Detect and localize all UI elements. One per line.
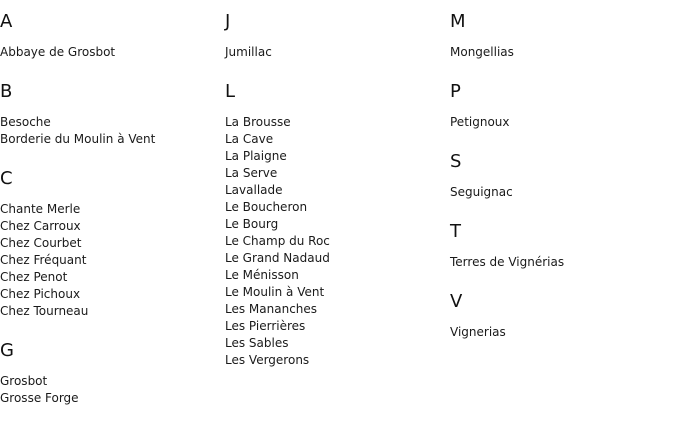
- place-link[interactable]: Les Sables: [225, 336, 289, 350]
- index-column-3: [450, 10, 670, 360]
- place-link[interactable]: Chez Courbet: [0, 236, 82, 250]
- place-link[interactable]: Mongellias: [450, 45, 514, 59]
- letter-group: [450, 220, 670, 271]
- section-letter-heading: M: [450, 11, 466, 32]
- place-list: [450, 44, 670, 61]
- section-letter-heading: C: [0, 168, 13, 189]
- section-letter-heading: B: [0, 81, 13, 102]
- place-link[interactable]: Les Vergerons: [225, 353, 310, 367]
- place-list: [0, 201, 220, 320]
- place-list: [225, 44, 445, 61]
- section-letter-heading: T: [450, 221, 461, 242]
- section-letter-heading: A: [0, 11, 13, 32]
- letter-group: [225, 10, 445, 61]
- place-link[interactable]: Les Pierrières: [225, 319, 306, 333]
- place-link[interactable]: Chez Tourneau: [0, 304, 89, 318]
- place-list: [0, 373, 220, 407]
- place-link[interactable]: Chez Penot: [0, 270, 68, 284]
- place-list: [0, 44, 220, 61]
- letter-group: [450, 10, 670, 61]
- section-letter-heading: V: [450, 291, 463, 312]
- letter-group: [0, 339, 220, 407]
- place-link[interactable]: Terres de Vignérias: [450, 255, 565, 269]
- letter-group: [0, 10, 220, 61]
- letter-group: [450, 290, 670, 341]
- place-list: [0, 114, 220, 148]
- place-list: [450, 324, 670, 341]
- place-link[interactable]: La Plaigne: [225, 149, 287, 163]
- place-link[interactable]: Grosse Forge: [0, 391, 79, 405]
- letter-group: [225, 80, 445, 369]
- section-letter-heading: J: [225, 11, 231, 32]
- place-link[interactable]: Borderie du Moulin à Vent: [0, 132, 156, 146]
- place-link[interactable]: Seguignac: [450, 185, 513, 199]
- letter-group: [450, 80, 670, 131]
- place-link[interactable]: Le Champ du Roc: [225, 234, 330, 248]
- index-column-2: [225, 10, 445, 388]
- section-letter-heading: S: [450, 151, 462, 172]
- index-column-1: [0, 10, 220, 426]
- section-letter-heading: P: [450, 81, 461, 102]
- place-link[interactable]: Lavallade: [225, 183, 283, 197]
- place-list: [450, 114, 670, 131]
- place-link[interactable]: Chante Merle: [0, 202, 81, 216]
- place-link[interactable]: Le Boucheron: [225, 200, 308, 214]
- place-link[interactable]: La Cave: [225, 132, 274, 146]
- place-link[interactable]: La Brousse: [225, 115, 291, 129]
- place-link[interactable]: Grosbot: [0, 374, 48, 388]
- place-link[interactable]: Jumillac: [225, 45, 272, 59]
- place-link[interactable]: Le Bourg: [225, 217, 279, 231]
- letter-group: [450, 150, 670, 201]
- place-list: [450, 254, 670, 271]
- place-link[interactable]: Le Ménisson: [225, 268, 299, 282]
- letter-group: [0, 167, 220, 320]
- place-link[interactable]: Les Mananches: [225, 302, 318, 316]
- place-link[interactable]: Besoche: [0, 115, 51, 129]
- place-link[interactable]: Chez Fréquant: [0, 253, 87, 267]
- section-letter-heading: G: [0, 340, 14, 361]
- section-letter-heading: L: [225, 81, 236, 102]
- place-list: [225, 114, 445, 369]
- place-link[interactable]: Le Moulin à Vent: [225, 285, 325, 299]
- place-link[interactable]: La Serve: [225, 166, 278, 180]
- place-link[interactable]: Abbaye de Grosbot: [0, 45, 116, 59]
- place-link[interactable]: Petignoux: [450, 115, 510, 129]
- place-link[interactable]: Vignerias: [450, 325, 506, 339]
- place-link[interactable]: Chez Pichoux: [0, 287, 81, 301]
- place-list: [450, 184, 670, 201]
- place-link[interactable]: Chez Carroux: [0, 219, 81, 233]
- letter-group: [0, 80, 220, 148]
- place-link[interactable]: Le Grand Nadaud: [225, 251, 330, 265]
